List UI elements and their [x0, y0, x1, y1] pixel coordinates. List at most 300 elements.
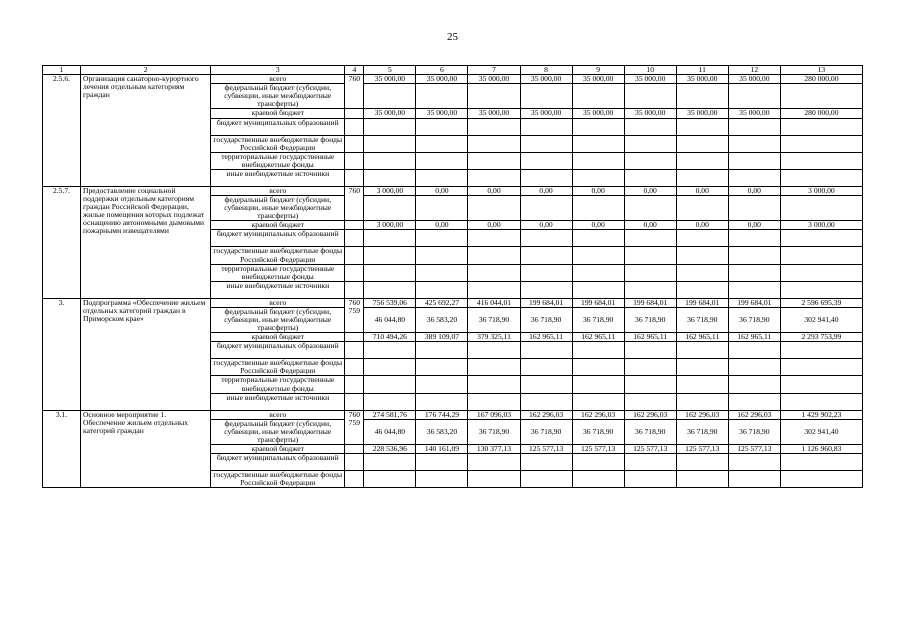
year-value-cell — [364, 152, 416, 169]
year-value-cell — [728, 230, 780, 247]
year-value-cell — [676, 152, 728, 169]
budget-code-empty — [345, 359, 364, 376]
funding-source: краевой бюджет — [211, 445, 345, 454]
total-cell — [780, 393, 862, 410]
year-value-cell: 36 583,20 — [416, 419, 468, 444]
funding-source: иные внебюджетные источники — [211, 281, 345, 298]
year-value-cell — [572, 196, 624, 221]
year-value-cell — [624, 169, 676, 186]
year-value-cell: 36 718,90 — [728, 419, 780, 444]
year-value-cell — [572, 264, 624, 281]
year-value-cell — [520, 84, 572, 109]
year-value-cell: 756 539,06 — [364, 298, 416, 307]
year-value-cell: 35 000,00 — [416, 109, 468, 118]
funding-source: территориальные государственные внебюджетные фонды — [211, 264, 345, 281]
year-value-cell — [468, 84, 520, 109]
total-cell — [780, 84, 862, 109]
year-value-cell: 35 000,00 — [676, 75, 728, 84]
year-value-cell — [728, 264, 780, 281]
year-value-cell — [520, 230, 572, 247]
year-value-cell — [676, 247, 728, 264]
year-value-cell — [728, 196, 780, 221]
total-cell — [780, 118, 862, 135]
year-value-cell — [624, 118, 676, 135]
year-value-cell — [520, 376, 572, 393]
budget-code-empty — [345, 230, 364, 247]
year-value-cell: 36 718,90 — [624, 419, 676, 444]
year-value-cell: 36 718,90 — [572, 419, 624, 444]
year-value-cell — [676, 196, 728, 221]
funding-source: федеральный бюджет (субсидии, субвенции, иные межбюджетные трансферты) — [211, 419, 345, 444]
year-value-cell — [520, 454, 572, 471]
year-value-cell — [364, 393, 416, 410]
year-value-cell — [624, 247, 676, 264]
year-value-cell: 125 577,13 — [624, 445, 676, 454]
year-value-cell — [364, 454, 416, 471]
total-cell — [780, 342, 862, 359]
year-value-cell — [572, 118, 624, 135]
funding-source: всего — [211, 298, 345, 307]
funding-source: государственные внебюджетные фонды Российской Федерации — [211, 359, 345, 376]
year-value-cell — [468, 247, 520, 264]
year-value-cell — [520, 281, 572, 298]
year-value-cell — [624, 230, 676, 247]
funding-source: иные внебюджетные источники — [211, 169, 345, 186]
item-name: Предоставление социальной поддержки отдельным категориям граждан Российской Федерации, жилые помещения которых подлежат оснащению автономными дымовыми пожарными извещателями — [81, 186, 211, 298]
year-value-cell — [364, 169, 416, 186]
total-cell: 280 000,00 — [780, 109, 862, 118]
year-value-cell — [676, 135, 728, 152]
year-value-cell — [676, 376, 728, 393]
year-value-cell — [416, 230, 468, 247]
year-value-cell — [728, 342, 780, 359]
year-value-cell — [572, 342, 624, 359]
budget-code: 760 — [345, 75, 364, 109]
year-value-cell: 0,00 — [416, 221, 468, 230]
year-value-cell — [728, 135, 780, 152]
year-value-cell — [468, 376, 520, 393]
table-row — [43, 186, 863, 195]
year-value-cell: 35 000,00 — [728, 75, 780, 84]
year-value-cell — [728, 454, 780, 471]
table-row — [43, 298, 863, 307]
year-value-cell — [468, 264, 520, 281]
year-value-cell — [416, 281, 468, 298]
total-cell: 280 000,00 — [780, 75, 862, 84]
year-value-cell: 0,00 — [520, 186, 572, 195]
year-value-cell — [572, 376, 624, 393]
page-number: 25 — [447, 31, 458, 43]
year-value-cell: 0,00 — [572, 186, 624, 195]
table-row — [43, 75, 863, 84]
header-cell: 1 — [43, 66, 81, 75]
year-value-cell: 274 581,76 — [364, 410, 416, 419]
year-value-cell: 36 718,90 — [572, 307, 624, 332]
year-value-cell — [416, 342, 468, 359]
year-value-cell — [624, 376, 676, 393]
year-value-cell: 0,00 — [572, 221, 624, 230]
funding-source: всего — [211, 75, 345, 84]
year-value-cell — [676, 230, 728, 247]
year-value-cell: 36 718,90 — [624, 307, 676, 332]
year-value-cell — [520, 471, 572, 488]
budget-code-empty — [345, 333, 364, 342]
year-value-cell — [728, 152, 780, 169]
year-value-cell — [468, 135, 520, 152]
year-value-cell: 3 000,00 — [364, 221, 416, 230]
year-value-cell: 425 692,27 — [416, 298, 468, 307]
year-value-cell — [728, 393, 780, 410]
funding-source: краевой бюджет — [211, 109, 345, 118]
total-cell: 302 941,40 — [780, 419, 862, 444]
total-cell — [780, 454, 862, 471]
budget-code-empty — [345, 376, 364, 393]
year-value-cell — [416, 169, 468, 186]
year-value-cell — [728, 359, 780, 376]
year-value-cell: 125 577,13 — [676, 445, 728, 454]
header-row — [43, 66, 863, 75]
year-value-cell — [520, 169, 572, 186]
year-value-cell — [468, 281, 520, 298]
year-value-cell — [676, 359, 728, 376]
total-cell: 2 596 695,39 — [780, 298, 862, 307]
total-cell: 302 941,40 — [780, 307, 862, 332]
item-number: 3.1. — [43, 410, 81, 488]
budget-code-empty — [345, 264, 364, 281]
year-value-cell — [572, 359, 624, 376]
total-cell — [780, 135, 862, 152]
year-value-cell — [416, 196, 468, 221]
budget-code-empty — [345, 221, 364, 230]
year-value-cell: 167 096,03 — [468, 410, 520, 419]
year-value-cell: 162 965,11 — [520, 333, 572, 342]
year-value-cell — [364, 196, 416, 221]
total-cell: 2 293 753,99 — [780, 333, 862, 342]
year-value-cell — [416, 118, 468, 135]
total-cell — [780, 281, 862, 298]
year-value-cell — [572, 281, 624, 298]
year-value-cell — [364, 281, 416, 298]
year-value-cell — [520, 359, 572, 376]
year-value-cell — [416, 264, 468, 281]
budget-table — [42, 65, 863, 488]
table-body — [43, 66, 863, 488]
year-value-cell — [676, 454, 728, 471]
header-cell: 10 — [624, 66, 676, 75]
header-cell: 8 — [520, 66, 572, 75]
item-name: Основное мероприятие 1. Обеспечение жильем отдельных категорий граждан — [81, 410, 211, 488]
year-value-cell: 125 577,13 — [572, 445, 624, 454]
year-value-cell: 162 965,11 — [572, 333, 624, 342]
budget-code: 760 759 — [345, 410, 364, 444]
year-value-cell — [728, 169, 780, 186]
year-value-cell — [416, 454, 468, 471]
year-value-cell: 36 718,90 — [520, 419, 572, 444]
year-value-cell — [520, 196, 572, 221]
year-value-cell: 36 583,20 — [416, 307, 468, 332]
year-value-cell — [416, 152, 468, 169]
header-cell: 12 — [728, 66, 780, 75]
item-number: 3. — [43, 298, 81, 410]
year-value-cell — [624, 393, 676, 410]
year-value-cell: 35 000,00 — [468, 109, 520, 118]
year-value-cell — [468, 152, 520, 169]
item-name: Подпрограмма «Обеспечение жильем отдельных категорий граждан в Приморском крае» — [81, 298, 211, 410]
year-value-cell — [728, 471, 780, 488]
year-value-cell — [416, 247, 468, 264]
year-value-cell — [468, 471, 520, 488]
year-value-cell — [624, 84, 676, 109]
year-value-cell — [572, 393, 624, 410]
year-value-cell — [416, 471, 468, 488]
year-value-cell: 35 000,00 — [416, 75, 468, 84]
year-value-cell: 35 000,00 — [520, 109, 572, 118]
funding-source: иные внебюджетные источники — [211, 393, 345, 410]
funding-source: территориальные государственные внебюджетные фонды — [211, 152, 345, 169]
year-value-cell — [728, 281, 780, 298]
year-value-cell — [728, 247, 780, 264]
year-value-cell — [520, 247, 572, 264]
total-cell: 3 000,00 — [780, 186, 862, 195]
total-cell — [780, 471, 862, 488]
year-value-cell — [728, 376, 780, 393]
year-value-cell: 0,00 — [676, 221, 728, 230]
budget-code: 760 — [345, 186, 364, 220]
year-value-cell: 162 296,03 — [728, 410, 780, 419]
funding-source: бюджет муниципальных образований — [211, 230, 345, 247]
year-value-cell: 379 325,11 — [468, 333, 520, 342]
year-value-cell: 36 718,90 — [728, 307, 780, 332]
year-value-cell — [728, 118, 780, 135]
year-value-cell: 36 718,90 — [468, 419, 520, 444]
year-value-cell — [676, 393, 728, 410]
year-value-cell: 35 000,00 — [676, 109, 728, 118]
total-cell: 1 429 902,23 — [780, 410, 862, 419]
year-value-cell: 125 577,13 — [728, 445, 780, 454]
year-value-cell — [416, 393, 468, 410]
budget-code-empty — [345, 118, 364, 135]
year-value-cell: 162 965,11 — [676, 333, 728, 342]
item-number: 2.5.7. — [43, 186, 81, 298]
budget-code-empty — [345, 169, 364, 186]
year-value-cell: 36 718,90 — [520, 307, 572, 332]
funding-source: краевой бюджет — [211, 333, 345, 342]
year-value-cell — [624, 454, 676, 471]
funding-source: государственные внебюджетные фонды Российской Федерации — [211, 135, 345, 152]
year-value-cell — [416, 84, 468, 109]
header-cell: 3 — [211, 66, 345, 75]
year-value-cell: 389 109,07 — [416, 333, 468, 342]
year-value-cell: 162 965,11 — [728, 333, 780, 342]
year-value-cell: 36 718,90 — [676, 307, 728, 332]
year-value-cell — [364, 471, 416, 488]
header-cell: 11 — [676, 66, 728, 75]
funding-source: бюджет муниципальных образований — [211, 118, 345, 135]
year-value-cell — [572, 135, 624, 152]
year-value-cell: 0,00 — [416, 186, 468, 195]
year-value-cell — [624, 152, 676, 169]
year-value-cell — [364, 135, 416, 152]
total-cell — [780, 230, 862, 247]
year-value-cell: 46 044,80 — [364, 419, 416, 444]
year-value-cell: 35 000,00 — [520, 75, 572, 84]
year-value-cell: 35 000,00 — [572, 75, 624, 84]
table-row — [43, 410, 863, 419]
funding-source: территориальные государственные внебюджетные фонды — [211, 376, 345, 393]
header-cell: 7 — [468, 66, 520, 75]
year-value-cell: 36 718,90 — [676, 419, 728, 444]
year-value-cell — [676, 342, 728, 359]
funding-source: бюджет муниципальных образований — [211, 454, 345, 471]
year-value-cell — [364, 118, 416, 135]
year-value-cell — [676, 169, 728, 186]
year-value-cell: 162 296,03 — [520, 410, 572, 419]
year-value-cell: 35 000,00 — [364, 109, 416, 118]
total-cell — [780, 196, 862, 221]
item-name: Организация санаторно-курортного лечения отдельным категориям граждан — [81, 75, 211, 187]
year-value-cell — [364, 359, 416, 376]
budget-code-empty — [345, 454, 364, 471]
funding-source: бюджет муниципальных образований — [211, 342, 345, 359]
header-cell: 4 — [345, 66, 364, 75]
year-value-cell: 162 296,03 — [624, 410, 676, 419]
item-number: 2.5.6. — [43, 75, 81, 187]
year-value-cell: 0,00 — [624, 221, 676, 230]
year-value-cell: 0,00 — [728, 186, 780, 195]
year-value-cell — [416, 359, 468, 376]
year-value-cell — [520, 342, 572, 359]
year-value-cell — [572, 152, 624, 169]
budget-code-empty — [345, 471, 364, 488]
funding-source: государственные внебюджетные фонды Российской Федерации — [211, 471, 345, 488]
year-value-cell — [364, 84, 416, 109]
total-cell — [780, 359, 862, 376]
year-value-cell — [520, 152, 572, 169]
funding-source: государственные внебюджетные фонды Российской Федерации — [211, 247, 345, 264]
year-value-cell: 140 161,09 — [416, 445, 468, 454]
year-value-cell: 199 684,01 — [624, 298, 676, 307]
year-value-cell — [416, 135, 468, 152]
year-value-cell: 35 000,00 — [364, 75, 416, 84]
budget-code-empty — [345, 445, 364, 454]
year-value-cell: 46 044,80 — [364, 307, 416, 332]
year-value-cell — [364, 376, 416, 393]
year-value-cell — [468, 454, 520, 471]
funding-source: федеральный бюджет (субсидии, субвенции, иные межбюджетные трансферты) — [211, 307, 345, 332]
year-value-cell — [624, 281, 676, 298]
total-cell — [780, 264, 862, 281]
total-cell: 3 000,00 — [780, 221, 862, 230]
year-value-cell — [468, 230, 520, 247]
year-value-cell: 162 965,11 — [624, 333, 676, 342]
year-value-cell: 35 000,00 — [624, 75, 676, 84]
year-value-cell — [572, 471, 624, 488]
year-value-cell — [468, 342, 520, 359]
year-value-cell — [624, 135, 676, 152]
year-value-cell — [364, 230, 416, 247]
year-value-cell: 0,00 — [728, 221, 780, 230]
year-value-cell: 199 684,01 — [572, 298, 624, 307]
year-value-cell — [624, 196, 676, 221]
funding-source: всего — [211, 410, 345, 419]
year-value-cell — [468, 393, 520, 410]
year-value-cell: 0,00 — [468, 186, 520, 195]
total-cell — [780, 152, 862, 169]
funding-source: федеральный бюджет (субсидии, субвенции, иные межбюджетные трансферты) — [211, 196, 345, 221]
year-value-cell: 0,00 — [676, 186, 728, 195]
year-value-cell — [676, 118, 728, 135]
budget-code-empty — [345, 393, 364, 410]
year-value-cell: 35 000,00 — [468, 75, 520, 84]
year-value-cell: 35 000,00 — [624, 109, 676, 118]
year-value-cell — [572, 84, 624, 109]
year-value-cell: 416 044,01 — [468, 298, 520, 307]
funding-source: краевой бюджет — [211, 221, 345, 230]
year-value-cell — [572, 230, 624, 247]
budget-code-empty — [345, 342, 364, 359]
year-value-cell — [520, 393, 572, 410]
total-cell: 1 126 960,83 — [780, 445, 862, 454]
year-value-cell — [572, 169, 624, 186]
year-value-cell — [572, 247, 624, 264]
year-value-cell — [676, 264, 728, 281]
budget-code-empty — [345, 152, 364, 169]
year-value-cell — [468, 118, 520, 135]
year-value-cell — [468, 359, 520, 376]
year-value-cell — [520, 135, 572, 152]
year-value-cell — [416, 376, 468, 393]
year-value-cell — [520, 264, 572, 281]
year-value-cell — [520, 118, 572, 135]
funding-source: всего — [211, 186, 345, 195]
year-value-cell: 228 536,96 — [364, 445, 416, 454]
year-value-cell: 36 718,90 — [468, 307, 520, 332]
year-value-cell: 199 684,01 — [520, 298, 572, 307]
total-cell — [780, 169, 862, 186]
year-value-cell: 0,00 — [468, 221, 520, 230]
year-value-cell: 162 296,03 — [572, 410, 624, 419]
year-value-cell: 3 000,00 — [364, 186, 416, 195]
year-value-cell — [676, 281, 728, 298]
total-cell — [780, 376, 862, 393]
year-value-cell: 0,00 — [624, 186, 676, 195]
year-value-cell: 199 684,01 — [676, 298, 728, 307]
year-value-cell — [624, 342, 676, 359]
header-cell: 6 — [416, 66, 468, 75]
header-cell: 9 — [572, 66, 624, 75]
year-value-cell: 130 377,13 — [468, 445, 520, 454]
budget-code: 760 759 — [345, 298, 364, 332]
year-value-cell: 176 744,29 — [416, 410, 468, 419]
budget-code-empty — [345, 109, 364, 118]
header-cell: 5 — [364, 66, 416, 75]
year-value-cell — [364, 247, 416, 264]
year-value-cell — [676, 471, 728, 488]
year-value-cell — [624, 359, 676, 376]
year-value-cell: 0,00 — [520, 221, 572, 230]
year-value-cell — [468, 196, 520, 221]
year-value-cell — [624, 471, 676, 488]
budget-code-empty — [345, 135, 364, 152]
year-value-cell: 35 000,00 — [728, 109, 780, 118]
year-value-cell: 125 577,13 — [520, 445, 572, 454]
year-value-cell: 199 684,01 — [728, 298, 780, 307]
year-value-cell: 710 494,26 — [364, 333, 416, 342]
total-cell — [780, 247, 862, 264]
year-value-cell — [572, 454, 624, 471]
year-value-cell — [468, 169, 520, 186]
budget-code-empty — [345, 281, 364, 298]
